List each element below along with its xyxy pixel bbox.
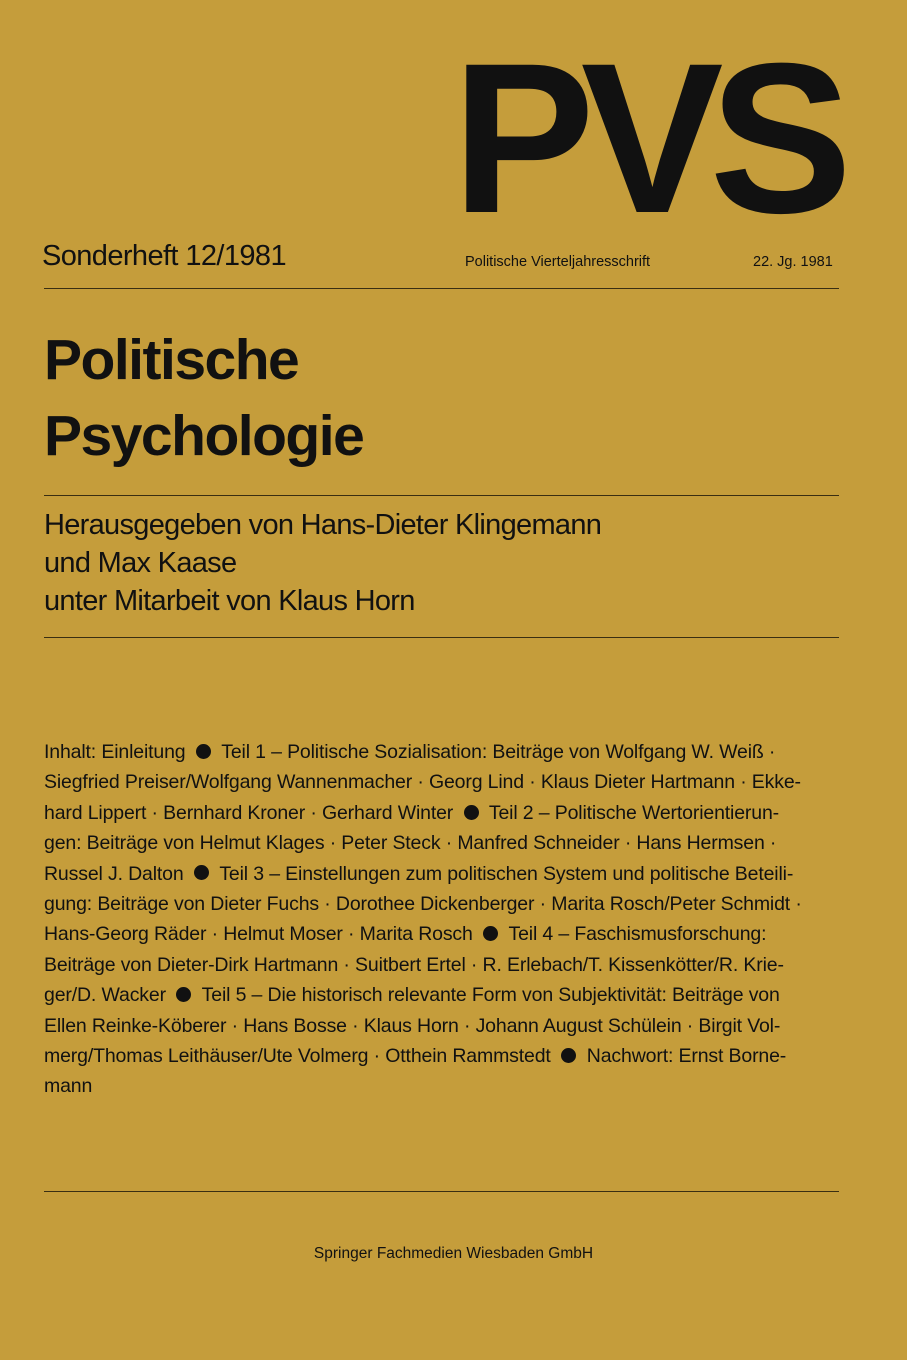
contents-line: Beiträge von Dieter-Dirk Hartmann · Suitbert Ertel · R. Erlebach/T. Kissenkötter/R. Krie- xyxy=(44,953,784,976)
divider-editors xyxy=(44,637,839,638)
bullet-icon xyxy=(176,987,191,1002)
contents-line xyxy=(44,798,844,828)
contents-line xyxy=(44,980,844,1010)
contents-text: Inhalt: Einleitung xyxy=(44,741,186,763)
publisher-name: Springer Fachmedien Wiesbaden GmbH xyxy=(313,1245,594,1262)
volume-year: 22. Jg. 1981 xyxy=(753,254,833,270)
contents-text: Teil 1 – Politische Sozialisation: Beiträge von Wolfgang W. Weiß · xyxy=(221,741,776,763)
contents-line xyxy=(44,919,844,949)
contents-line xyxy=(44,737,844,767)
editors-line-1: Herausgegeben von Hans-Dieter Klingemann xyxy=(44,509,602,541)
divider-top xyxy=(44,288,839,289)
contents-text: Nachwort: Ernst Borne- xyxy=(586,1045,787,1068)
contents-text: Teil 3 – Einstellungen zum politischen System und politische Beteili- xyxy=(219,862,794,885)
special-issue-label: Sonderheft 12/1981 xyxy=(42,240,286,272)
pvs-logo: PVS xyxy=(452,19,839,258)
contents-text: ger/D. Wacker xyxy=(44,984,166,1007)
book-title-line-2: Psychologie xyxy=(44,404,364,468)
bullet-icon xyxy=(464,805,479,820)
contents-line: Ellen Reinke-Köberer · Hans Bosse · Klaus Horn · Johann August Schülein · Birgit Vol- xyxy=(44,1014,781,1037)
contents-text: Russel J. Dalton xyxy=(44,862,184,885)
bullet-icon xyxy=(196,744,211,759)
divider-bottom xyxy=(44,1191,839,1192)
journal-name: Politische Vierteljahresschrift xyxy=(465,254,651,270)
contents-line: Siegfried Preiser/Wolfgang Wannenmacher · Georg Lind · Klaus Dieter Hartmann · Ekke- xyxy=(44,771,801,794)
contents-text: Hans-Georg Räder · Helmut Moser · Marita Rosch xyxy=(44,923,473,946)
editors-line-2: und Max Kaase xyxy=(44,547,237,579)
contents-text: Teil 4 – Faschismusforschung: xyxy=(508,923,767,946)
bullet-icon xyxy=(483,926,498,941)
bullet-icon xyxy=(194,865,209,880)
contents-text: merg/Thomas Leithäuser/Ute Volmerg · Otthein Rammstedt xyxy=(44,1045,551,1068)
contents-text: hard Lippert · Bernhard Kroner · Gerhard Winter xyxy=(44,801,454,824)
book-title xyxy=(44,322,363,474)
editors-line-3: unter Mitarbeit von Klaus Horn xyxy=(44,585,415,617)
contents-text: Teil 5 – Die historisch relevante Form von Subjektivität: Beiträge von xyxy=(201,984,780,1007)
table-of-contents xyxy=(44,737,844,1102)
contents-line xyxy=(44,859,844,889)
bullet-icon xyxy=(561,1048,576,1063)
contents-text: Teil 2 – Politische Wertorientierun- xyxy=(488,801,779,824)
contents-line: mann xyxy=(44,1075,93,1098)
book-title-line-1: Politische xyxy=(44,328,299,392)
contents-line xyxy=(44,1041,844,1071)
editors-block xyxy=(44,506,601,620)
contents-line: gen: Beiträge von Helmut Klages · Peter Steck · Manfred Schneider · Hans Hermsen · xyxy=(44,832,777,855)
divider-title xyxy=(44,495,839,496)
contents-line: gung: Beiträge von Dieter Fuchs · Dorothee Dickenberger · Marita Rosch/Peter Schmidt · xyxy=(44,893,802,916)
